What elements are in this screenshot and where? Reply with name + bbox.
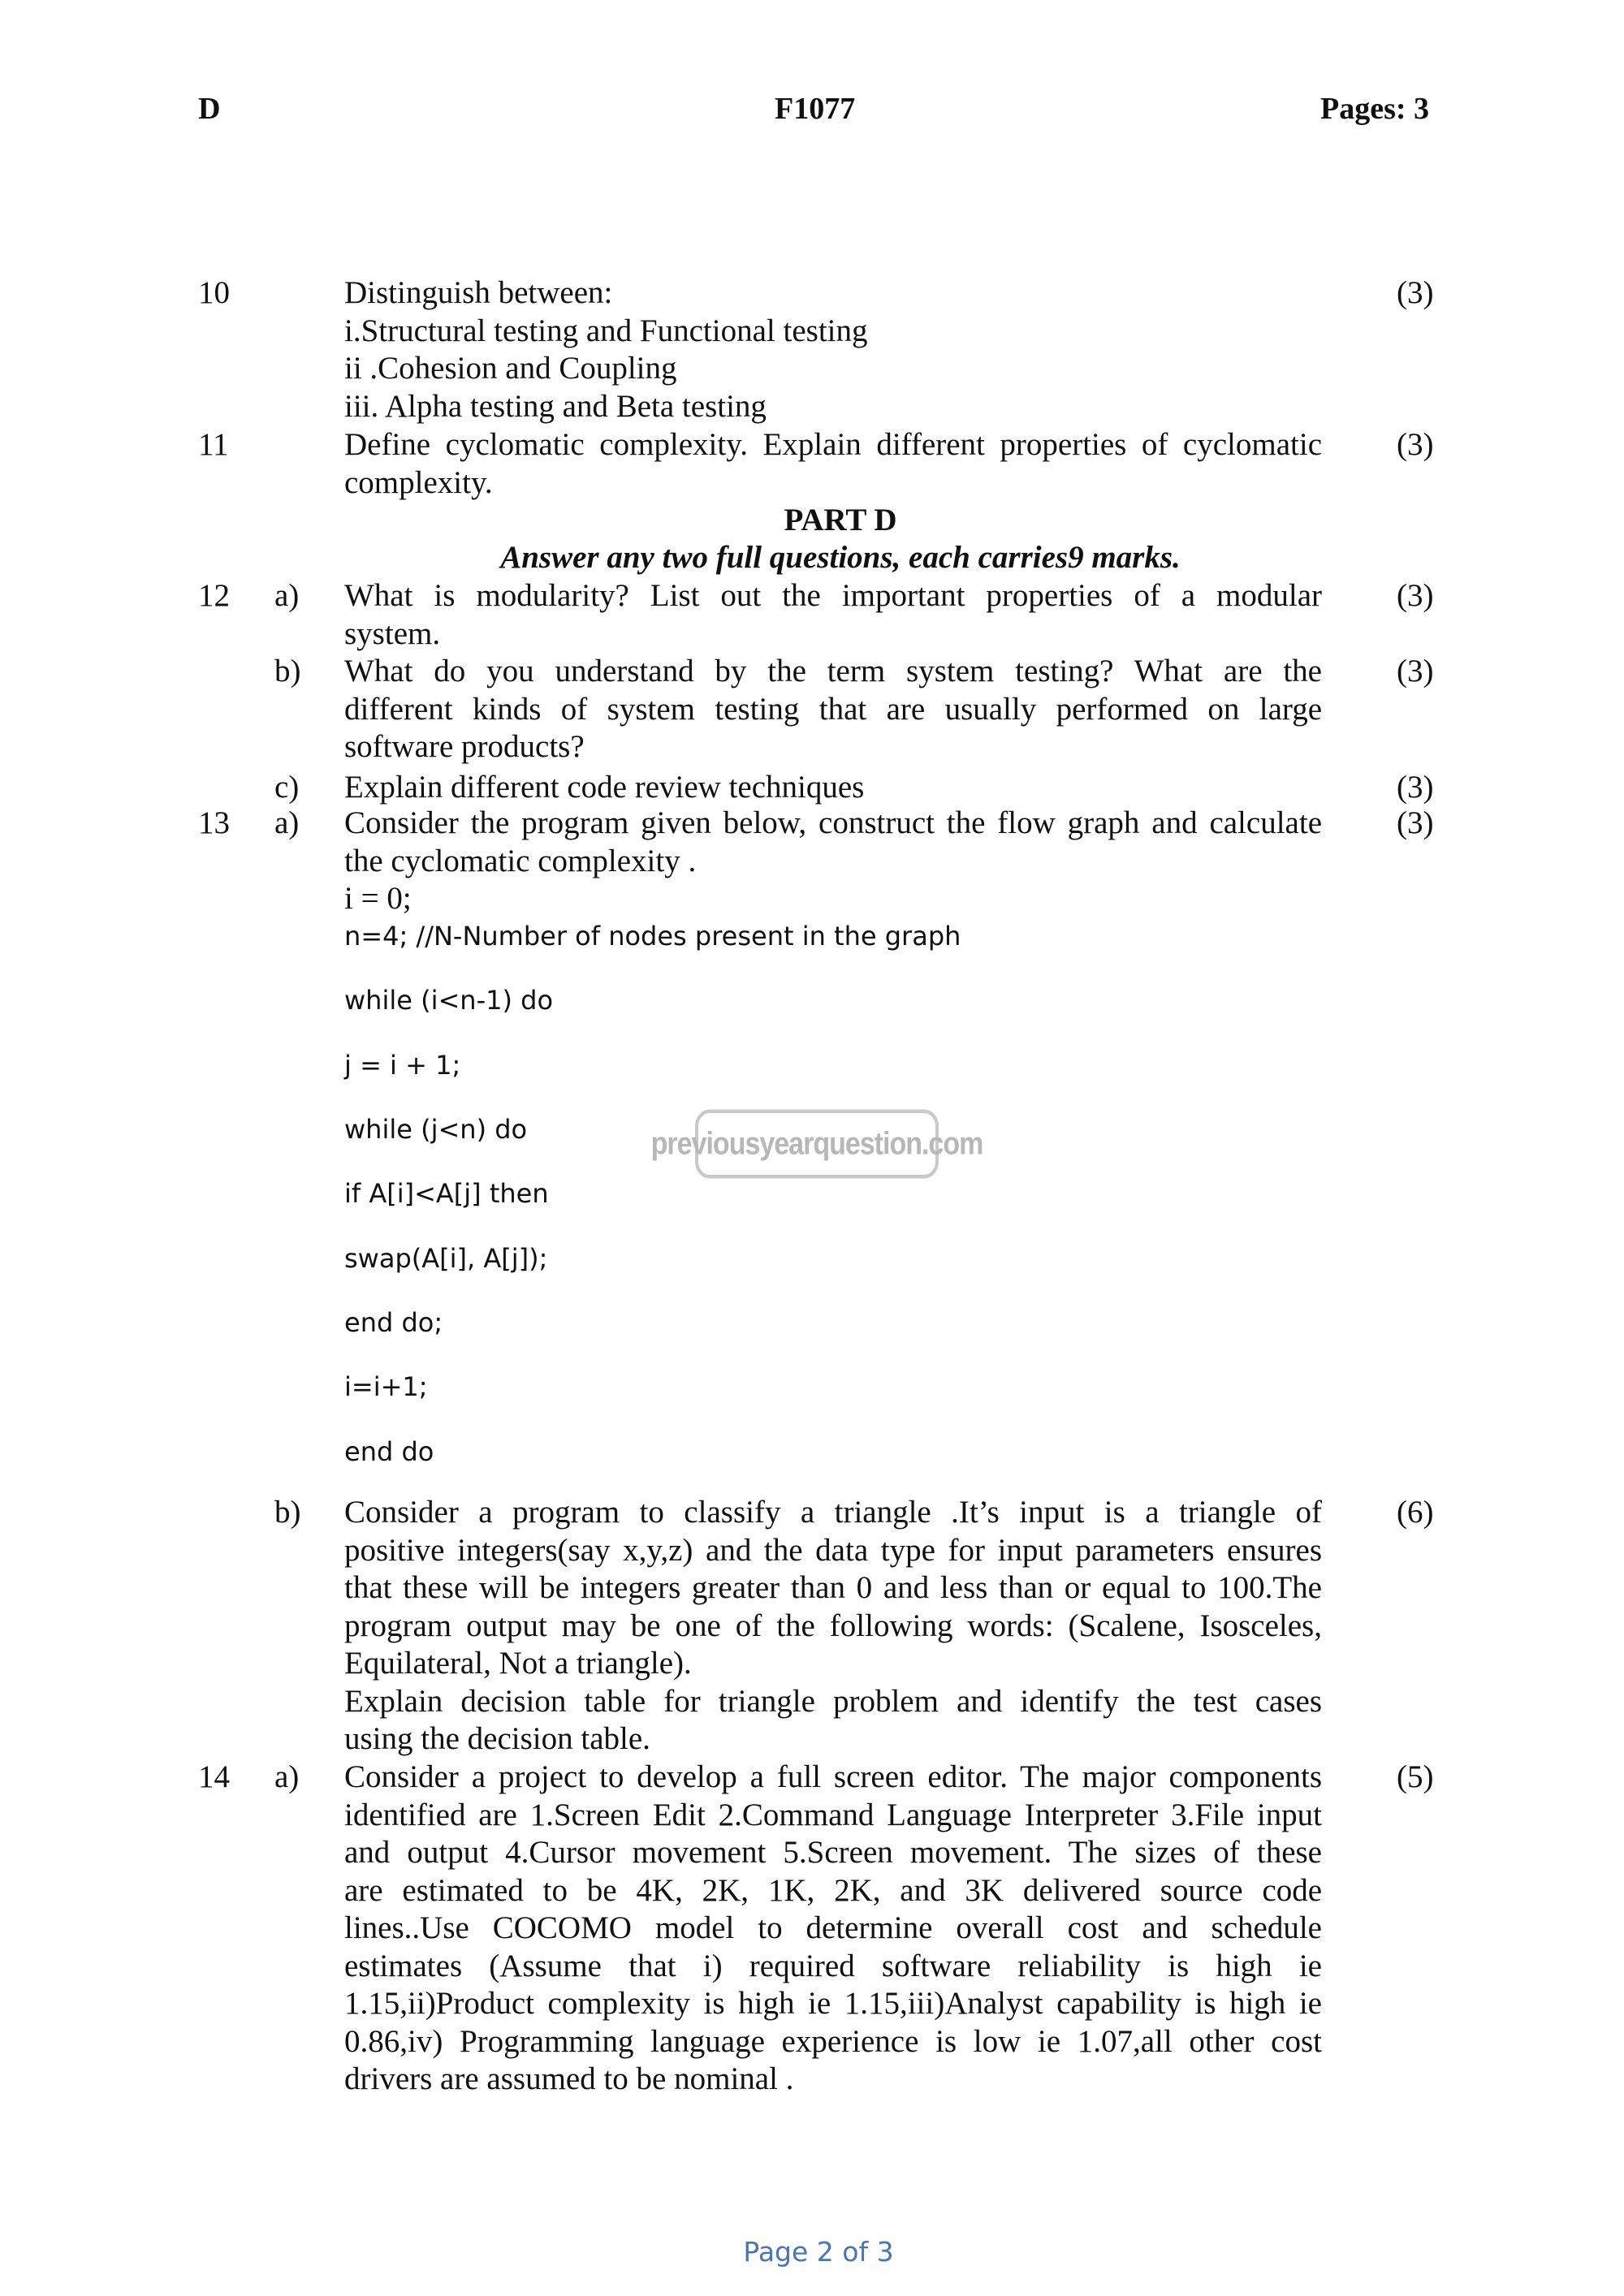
code-line: n=4; //N-Number of nodes present in the graph [344, 921, 961, 952]
part-title: PART D [784, 503, 897, 537]
question-text [344, 577, 1322, 653]
question-number: 10 [198, 275, 230, 310]
text-line: i.Structural testing and Functional testing [344, 313, 868, 348]
subpart-label: c) [274, 770, 300, 805]
text-line: Equilateral, Not a triangle). [344, 1646, 692, 1681]
text-line: and output 4.Cursor movement 5.Screen movement. The sizes of these [344, 1835, 1322, 1870]
subpart-label: b) [274, 654, 301, 688]
text-line: Define cyclomatic complexity. Explain different properties of cyclomatic [344, 427, 1322, 462]
code-line: i=i+1; [344, 1371, 428, 1402]
code-line: end do [344, 1436, 434, 1467]
marks: (3) [1397, 275, 1434, 310]
text-line: are estimated to be 4K, 2K, 1K, 2K, and 3K delivered source code [344, 1872, 1322, 1908]
question-number: 12 [198, 578, 230, 613]
text-line: complexity. [344, 464, 493, 500]
text-line: What do you understand by the term system testing? What are the [344, 654, 1322, 688]
subpart-label: a) [274, 805, 300, 840]
question-text [344, 805, 1322, 918]
text-line: using the decision table. [344, 1721, 650, 1756]
text-line: Consider a project to develop a full screen editor. The major components [344, 1759, 1322, 1794]
code-line: while (j<n) do [344, 1114, 528, 1145]
text-line: system. [344, 615, 441, 651]
text-line: that these will be integers greater than 0 and less than or equal to 100.The [344, 1570, 1322, 1605]
question-text [344, 274, 1322, 425]
code-line: swap(A[i], A[j]); [344, 1243, 548, 1274]
page-footer: Page 2 of 3 [743, 2236, 894, 2268]
code-line: while (i<n-1) do [344, 985, 554, 1016]
marks: (3) [1397, 770, 1434, 805]
marks: (3) [1397, 578, 1434, 613]
text-line: Distinguish between: [344, 275, 613, 310]
text-line: drivers are assumed to be nominal . [344, 2061, 794, 2096]
text-line: ii .Cohesion and Coupling [344, 351, 677, 386]
subpart-label: a) [274, 1759, 300, 1794]
code-line: if A[i]<A[j] then [344, 1178, 549, 1209]
text-line: the cyclomatic complexity . [344, 843, 697, 878]
text-line: Consider a program to classify a triangle .It’s input is a triangle of [344, 1495, 1322, 1530]
text-line: different kinds of system testing that are usually performed on large [344, 691, 1322, 727]
text-line: lines..Use COCOMO model to determine overall cost and schedule [344, 1910, 1322, 1945]
subpart-label: b) [274, 1495, 301, 1530]
subpart-label: a) [274, 578, 300, 613]
watermark-stamp: previousyearquestion.com [695, 1109, 939, 1178]
text-line: program output may be one of the following words: (Scalene, Isosceles, [344, 1608, 1322, 1643]
code-line: end do; [344, 1307, 443, 1338]
text-line: iii. Alpha testing and Beta testing [344, 388, 767, 424]
question-text [344, 426, 1322, 502]
marks: (5) [1397, 1759, 1434, 1794]
question-number: 13 [198, 805, 230, 840]
text-line: software products? [344, 729, 585, 764]
question-text [344, 1494, 1322, 1759]
question-number: 11 [198, 427, 229, 462]
text-line: estimates (Assume that i) required software reliability is high ie [344, 1948, 1322, 1983]
header-series: D [198, 92, 221, 126]
marks: (3) [1397, 427, 1434, 462]
question-text [344, 769, 1322, 807]
text-line: Consider the program given below, construct the flow graph and calculate [344, 805, 1322, 840]
question-text [344, 1759, 1322, 2099]
text-line: Explain different code review techniques [344, 770, 865, 805]
marks: (3) [1397, 654, 1434, 688]
paper-code: F1077 [775, 92, 856, 126]
marks: (3) [1397, 805, 1434, 840]
question-number: 14 [198, 1759, 230, 1794]
question-text [344, 653, 1322, 766]
text-line: 1.15,ii)Product complexity is high ie 1.15,iii)Analyst capability is high ie [344, 1986, 1322, 2021]
text-line: What is modularity? List out the important properties of a modular [344, 578, 1322, 613]
text-line: positive integers(say x,y,z) and the data type for input parameters ensures [344, 1532, 1322, 1568]
instruction-text: Answer any two full questions, each carries9 marks. [500, 540, 1181, 575]
page-count: Pages: 3 [1320, 92, 1430, 126]
text-line: identified are 1.Screen Edit 2.Command Language Interpreter 3.File input [344, 1797, 1322, 1832]
code-line: j = i + 1; [344, 1050, 461, 1081]
marks: (6) [1397, 1495, 1434, 1530]
text-line: 0.86,iv) Programming language experience is low ie 1.07,all other cost [344, 2023, 1322, 2059]
text-line: i = 0; [344, 881, 412, 916]
text-line: Explain decision table for triangle problem and identify the test cases [344, 1683, 1322, 1719]
